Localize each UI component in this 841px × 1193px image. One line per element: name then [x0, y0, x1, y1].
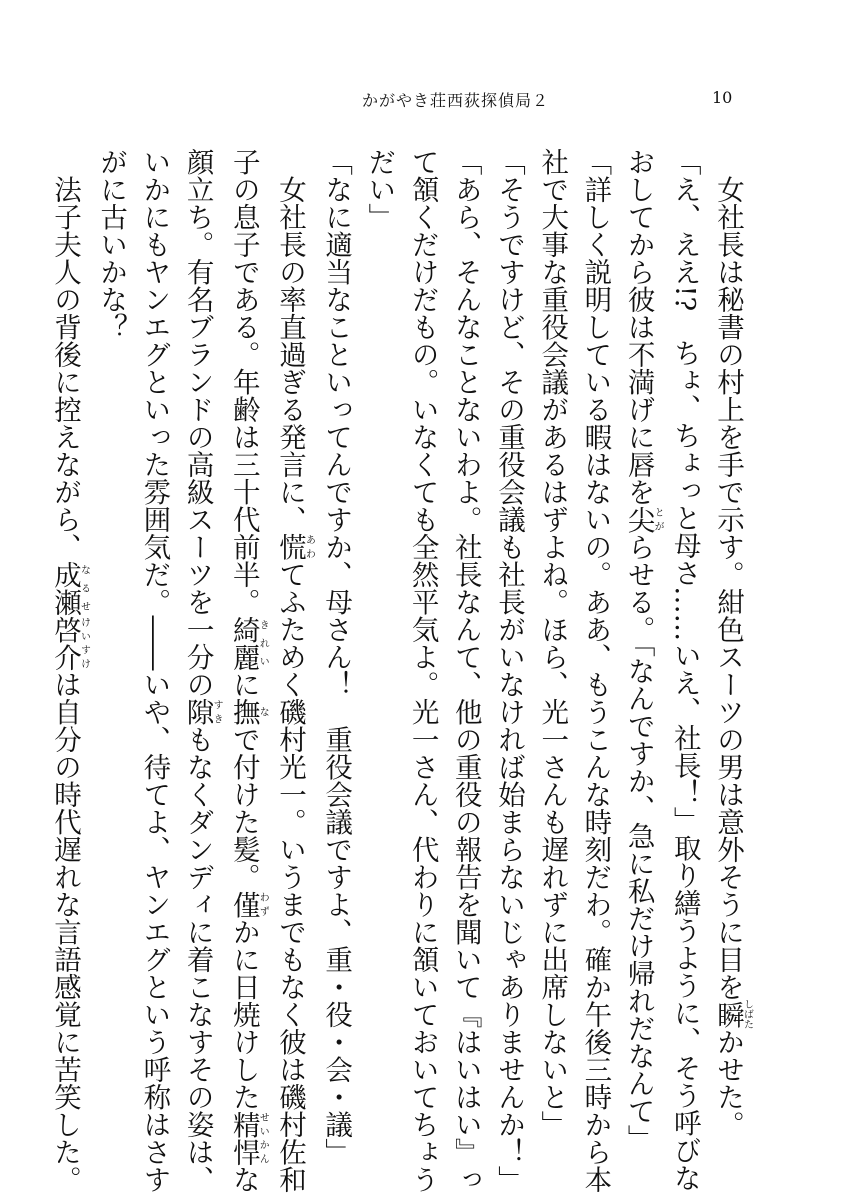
- text-line: 女社長は秘書の村上を手で示す。紺色スーツの男は意外そうに目を瞬しばたかせた。: [712, 148, 753, 1138]
- text-line: 「なに適当なこといってんですか、母さん！ 重役会議ですよ、重・役・会・議」: [320, 148, 353, 1166]
- novel-body-text: [48, 148, 753, 1193]
- text-line: 社で大事な重役会議があるはずよね。ほら、光一さんも遅れずに出席しないと」: [536, 148, 569, 1138]
- text-line: 「そうですけど、その重役会議も社長がいなければ始まらないじゃありませんか！」: [492, 148, 525, 1193]
- ruby-annotation: 啓介けいすけ: [48, 615, 90, 671]
- ruby-annotation: 綺麗きれい: [227, 615, 269, 671]
- text-line: 顔立ち。有名ブランドの高級スーツを一分の隙すきもなくダンディに着こなすその姿は、: [181, 148, 223, 1193]
- ruby-annotation: 成瀬なるせ: [48, 560, 90, 616]
- text-line: おしてから彼は不満げに唇を尖とがらせる。「なんですか、急に私だけ帰れだなんて」: [622, 148, 664, 1152]
- ruby-annotation: 慌あわ: [273, 533, 315, 561]
- ruby-annotation: 撫な: [227, 698, 269, 726]
- text-line: 法子夫人の背後に控えながら、成瀬なるせ啓介けいすけは自分の時代遅れな言語感覚に苦笑した。: [48, 148, 90, 1193]
- page-number: 10: [712, 88, 733, 107]
- text-line: 「え、ええ!? ちょ、ちょっと母さ……いえ、社長！」取り繕うように、そう呼びな: [668, 148, 701, 1192]
- text-line: て頷くだけだもの。いなくても全然平気よ。光一さん、代わりに頷いておいてちょう: [406, 148, 439, 1193]
- ruby-annotation: 僅わず: [227, 890, 269, 918]
- text-line: だい」: [363, 148, 396, 231]
- ruby-annotation: 尖とが: [622, 505, 664, 533]
- text-line: 女社長の率直過ぎる発言に、慌あわてふためく磯村光一。いうまでもなく彼は磯村佐和: [273, 148, 315, 1193]
- text-line: 「あら、そんなことないわよ。社長なんて、他の重役の報告を聞いて『はいはい』っ: [449, 148, 482, 1193]
- text-line: 「詳しく説明している暇はないの。ああ、もうこんな時刻だわ。確か午後三時から本: [579, 148, 612, 1193]
- ruby-annotation: 精悍せいかん: [227, 1110, 269, 1166]
- text-line: 子の息子である。年齢は三十代前半。綺麗きれいに撫なで付けた髪。僅わずかに日焼けした精悍せいかんな: [227, 148, 269, 1193]
- running-head: かがやき荘西荻探偵局２: [362, 91, 550, 110]
- text-line: がに古いかな？: [95, 148, 128, 341]
- text-line: いかにもヤンエグといった雰囲気だ。――いや、待てよ、ヤンエグという呼称はさす: [138, 148, 171, 1193]
- ruby-annotation: 瞬しばた: [712, 999, 753, 1030]
- ruby-annotation: 隙すき: [181, 698, 223, 726]
